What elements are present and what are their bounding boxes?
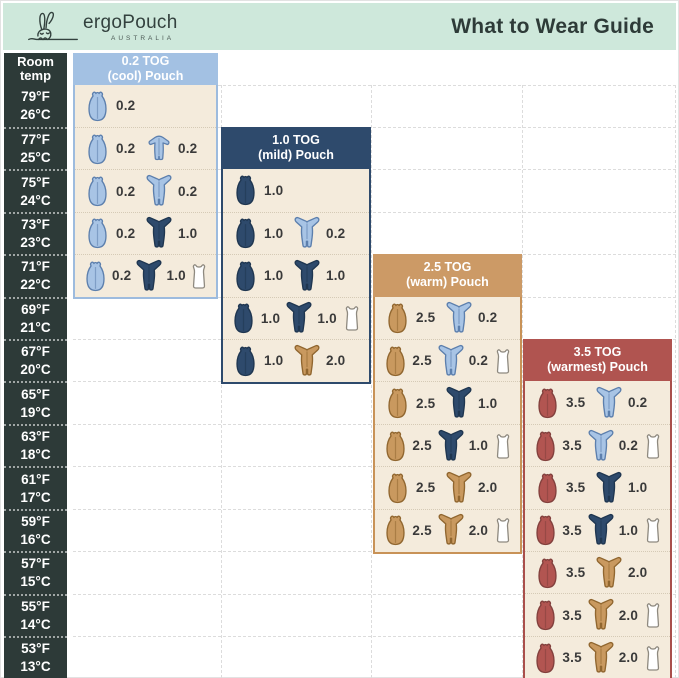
temp-row	[4, 424, 67, 466]
pouch-icon	[229, 343, 262, 379]
singlet-icon	[491, 515, 515, 545]
temp-row	[4, 297, 67, 339]
romper-icon	[141, 133, 176, 165]
guide-row	[525, 593, 670, 635]
tog-value: 0.2	[178, 141, 198, 157]
tog-value: 1.0	[178, 225, 198, 241]
tog-panel	[73, 53, 218, 299]
temp-fahrenheit: 75°F	[21, 174, 50, 190]
guide-row	[525, 636, 670, 678]
tog-value: 1.0	[260, 310, 281, 326]
temp-celsius: 20°C	[20, 362, 51, 378]
singlet-icon	[491, 346, 515, 376]
guide-row	[223, 169, 369, 211]
guide-row	[375, 509, 520, 551]
tog-value: 2.5	[416, 310, 436, 326]
pouch-icon	[81, 88, 114, 124]
singlet-icon	[491, 431, 515, 461]
tog-value: 1.0	[264, 353, 284, 369]
tog-value: 1.0	[317, 310, 337, 326]
tog-panel-title-line: 1.0 TOG	[272, 133, 320, 148]
guide-row	[525, 381, 670, 423]
onesie-icon	[585, 512, 617, 548]
temp-row	[4, 127, 67, 169]
temp-fahrenheit: 59°F	[21, 513, 50, 529]
tog-value: 1.0	[478, 395, 498, 411]
tog-value: 3.5	[566, 565, 586, 581]
onesie-icon	[289, 258, 324, 294]
tog-value: 1.0	[618, 522, 639, 538]
pouch-icon	[531, 640, 560, 676]
singlet-icon	[340, 303, 364, 333]
tog-value: 2.5	[412, 353, 432, 369]
temp-celsius: 24°C	[20, 192, 51, 208]
tog-value: 2.0	[628, 565, 648, 581]
tog-value: 0.2	[618, 438, 639, 453]
temp-celsius: 19°C	[20, 404, 51, 420]
temp-row	[4, 339, 67, 381]
guide-row	[75, 85, 216, 127]
tog-value: 2.5	[412, 522, 432, 538]
pouch-icon	[531, 470, 564, 506]
bunny-logo-icon	[27, 5, 79, 47]
temp-fahrenheit: 73°F	[21, 217, 50, 232]
pouch-icon	[531, 597, 560, 633]
onesie-icon	[133, 258, 165, 294]
pouch-icon	[229, 172, 262, 208]
grid-line	[371, 85, 372, 678]
tog-value: 1.0	[166, 268, 186, 284]
guide-row	[75, 127, 216, 169]
guide-row	[223, 297, 369, 339]
grid-line	[675, 85, 676, 678]
room-temp-header: Room temp	[17, 53, 54, 83]
tog-value: 1.0	[628, 480, 648, 496]
tog-panel	[523, 339, 672, 678]
pouch-icon	[381, 300, 414, 336]
tog-value: 2.5	[416, 480, 436, 496]
tog-panel-title-line: (warm) Pouch	[406, 275, 489, 290]
tog-value: 0.2	[628, 395, 648, 411]
onesie-icon	[283, 300, 315, 336]
onesie-icon	[141, 173, 176, 209]
guide-row	[375, 381, 520, 423]
guide-row	[223, 254, 369, 296]
onesie-icon	[141, 215, 176, 251]
onesie-icon	[441, 470, 476, 506]
pouch-icon	[229, 215, 262, 251]
tog-panel-title-line: 0.2 TOG	[121, 53, 170, 68]
temp-celsius: 26°C	[20, 106, 51, 122]
tog-value: 1.0	[264, 268, 284, 284]
temp-fahrenheit: 57°F	[21, 556, 50, 572]
tog-value: 3.5	[562, 607, 582, 623]
pouch-icon	[229, 258, 262, 294]
tog-value: 2.0	[326, 353, 346, 369]
guide-row	[75, 254, 216, 296]
logo-text	[83, 13, 178, 42]
singlet-icon	[641, 643, 665, 673]
onesie-icon	[585, 597, 617, 633]
tog-value: 0.2	[468, 353, 489, 369]
onesie-icon	[289, 343, 324, 379]
temp-row	[4, 85, 67, 127]
pouch-icon	[81, 131, 114, 167]
room-temp-column	[4, 53, 67, 678]
temp-fahrenheit: 69°F	[21, 301, 50, 317]
temp-fahrenheit: 65°F	[21, 386, 50, 402]
pouch-icon	[229, 300, 259, 336]
guide-row	[223, 212, 369, 254]
pouch-icon	[81, 173, 114, 209]
tog-value: 2.0	[618, 607, 639, 623]
temp-row	[4, 254, 67, 296]
temp-fahrenheit: 67°F	[21, 344, 50, 360]
temp-fahrenheit: 77°F	[21, 132, 50, 148]
pouch-icon	[81, 215, 114, 251]
temp-celsius: 17°C	[20, 489, 51, 505]
tog-value: 1.0	[326, 268, 346, 284]
guide-row	[223, 339, 369, 381]
onesie-icon	[435, 343, 467, 379]
guide-row	[375, 424, 520, 466]
temp-fahrenheit: 71°F	[21, 259, 50, 275]
tog-value: 0.2	[116, 225, 136, 241]
guide-row	[375, 339, 520, 381]
guide-row	[375, 466, 520, 508]
temp-row	[4, 466, 67, 508]
onesie-icon	[585, 428, 617, 464]
tog-panel-title-line: (cool) Pouch	[107, 68, 184, 83]
tog-panel-title-line: 2.5 TOG	[423, 260, 472, 275]
tog-panel-body	[221, 169, 371, 384]
onesie-icon	[289, 215, 324, 251]
tog-value: 0.2	[478, 310, 498, 326]
guide-row	[525, 424, 670, 466]
guide-row	[525, 551, 670, 593]
temp-celsius: 21°C	[20, 319, 51, 335]
header-banner	[3, 3, 676, 50]
pouch-icon	[531, 512, 560, 548]
pouch-icon	[531, 385, 564, 421]
ergopouch-logo	[27, 5, 178, 47]
temp-row	[4, 594, 67, 636]
tog-value: 2.5	[416, 395, 436, 411]
pouch-icon	[381, 470, 414, 506]
temp-row	[4, 509, 67, 551]
temp-celsius: 23°C	[20, 235, 51, 250]
tog-value: 1.0	[264, 182, 284, 198]
tog-panel	[373, 254, 522, 553]
tog-value: 0.2	[112, 268, 132, 284]
onesie-icon	[591, 385, 626, 421]
tog-value: 1.0	[264, 225, 284, 241]
temp-fahrenheit: 55°F	[21, 598, 50, 614]
singlet-icon	[641, 431, 665, 461]
temp-row	[4, 636, 67, 678]
tog-value: 3.5	[562, 438, 582, 453]
pouch-icon	[381, 428, 410, 464]
temp-fahrenheit: 63°F	[21, 429, 50, 445]
temp-celsius: 14°C	[20, 616, 51, 632]
brand-name: ergoPouch	[83, 12, 178, 33]
guide-row	[75, 212, 216, 254]
onesie-icon	[441, 300, 476, 336]
tog-panel-header	[523, 339, 672, 381]
guide-row	[525, 466, 670, 508]
tog-panel-title-line: 3.5 TOG	[573, 345, 622, 360]
guide-row	[525, 509, 670, 551]
temp-celsius: 15°C	[20, 574, 51, 590]
singlet-icon	[641, 600, 665, 630]
temp-celsius: 22°C	[20, 277, 51, 293]
tog-panel-header	[73, 53, 218, 85]
temp-celsius: 25°C	[20, 150, 51, 166]
tog-value: 2.5	[412, 438, 432, 453]
temp-celsius: 16°C	[20, 531, 51, 547]
tog-value: 1.0	[468, 438, 489, 453]
page-title: What to Wear Guide	[451, 14, 654, 38]
tog-panel-body	[523, 381, 672, 678]
tog-value: 0.2	[116, 183, 136, 199]
tog-value: 2.0	[618, 650, 639, 666]
tog-panel	[221, 127, 371, 384]
tog-value: 0.2	[326, 225, 346, 241]
onesie-icon	[591, 555, 626, 591]
tog-value: 0.2	[116, 141, 136, 157]
tog-value: 0.2	[178, 183, 198, 199]
tog-panel-header	[221, 127, 371, 169]
brand-subtitle: AUSTRALIA	[111, 35, 175, 42]
onesie-icon	[591, 470, 626, 506]
tog-panel-title-line: (warmest) Pouch	[547, 360, 648, 375]
pouch-icon	[381, 512, 410, 548]
tog-value: 3.5	[566, 395, 586, 411]
pouch-icon	[381, 343, 410, 379]
temp-celsius: 18°C	[20, 447, 51, 463]
temp-row	[4, 551, 67, 593]
guide-row	[75, 169, 216, 211]
temp-fahrenheit: 61°F	[21, 471, 50, 487]
tog-value: 3.5	[562, 650, 582, 666]
onesie-icon	[585, 640, 617, 676]
guide-row	[375, 297, 520, 339]
onesie-icon	[435, 512, 467, 548]
tog-panel-header	[373, 254, 522, 296]
singlet-icon	[187, 261, 211, 291]
pouch-icon	[531, 555, 564, 591]
temp-fahrenheit: 53°F	[21, 641, 50, 657]
singlet-icon	[641, 515, 665, 545]
pouch-icon	[381, 385, 414, 421]
onesie-icon	[435, 428, 467, 464]
temp-fahrenheit: 79°F	[21, 88, 50, 104]
tog-value: 3.5	[566, 480, 586, 496]
temp-row	[4, 169, 67, 211]
onesie-icon	[441, 385, 476, 421]
tog-value: 2.0	[468, 522, 489, 538]
tog-panel-body	[373, 297, 522, 554]
pouch-icon	[81, 258, 110, 294]
temp-row	[4, 212, 67, 254]
tog-value: 3.5	[562, 522, 582, 538]
tog-value: 2.0	[478, 480, 498, 496]
tog-value: 0.2	[116, 98, 136, 114]
tog-panel-title-line: (mild) Pouch	[258, 148, 334, 163]
pouch-icon	[531, 428, 560, 464]
temp-celsius: 13°C	[20, 659, 51, 675]
tog-panel-body	[73, 85, 218, 300]
temp-row	[4, 381, 67, 423]
